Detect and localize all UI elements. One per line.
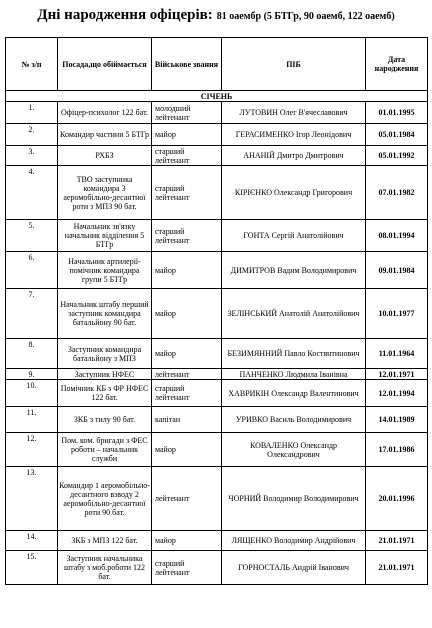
table-row xyxy=(6,531,428,551)
row-number: 4. xyxy=(6,166,58,220)
row-name: ГОНТА Сергій Анатолійович xyxy=(222,220,366,252)
row-date: 11.01.1964 xyxy=(366,339,428,369)
row-rank: майор xyxy=(152,339,222,369)
title-sub: 81 оаембр (5 БТГр, 90 оаемб, 122 оаемб) xyxy=(216,11,395,22)
row-number: 11. xyxy=(6,407,58,433)
row-position: Пом. ком. бригади з ФЕС роботи – начальник служби xyxy=(58,433,152,467)
table-row xyxy=(6,551,428,585)
row-date: 14.01.1989 xyxy=(366,407,428,433)
month-label: СІЧЕНЬ xyxy=(6,91,428,102)
table-row xyxy=(6,369,428,380)
row-position: Офіцер-психолог 122 бат. xyxy=(58,102,152,124)
row-name: ХАВРИКІН Олександр Валентинович xyxy=(222,380,366,407)
row-date: 05.01.1992 xyxy=(366,146,428,166)
row-number: 13. xyxy=(6,467,58,531)
table-row xyxy=(6,407,428,433)
row-number: 1. xyxy=(6,102,58,124)
row-position: Помічник КБ з ФР НФЕС 122 бат. xyxy=(58,380,152,407)
row-name: ПАНЧЕНКО Людмила Іванівна xyxy=(222,369,366,380)
header-rank: Військове звання xyxy=(152,38,222,91)
row-number: 14. xyxy=(6,531,58,551)
table-row xyxy=(6,146,428,166)
row-name: БЕЗИМЯННИЙ Павло Костянтинович xyxy=(222,339,366,369)
row-rank: майор xyxy=(152,124,222,146)
row-position: Заступник начальника штабу з моб.роботи 122 бат. xyxy=(58,551,152,585)
row-rank: лейтенант xyxy=(152,467,222,531)
row-name: ЛЯЩЕНКО Володимир Андрійович xyxy=(222,531,366,551)
row-rank: майор xyxy=(152,433,222,467)
row-position: Начальник зв'язку начальник відділення 5 БТГр xyxy=(58,220,152,252)
row-rank: старший лейтенант xyxy=(152,380,222,407)
row-position: Командир 1 аеромобільно-десантного взводу 2 аеромобільно-десантної роти 90 бат. xyxy=(58,467,152,531)
table-row xyxy=(6,433,428,467)
row-name: АНАНІЙ Дмитро Дмитрович xyxy=(222,146,366,166)
row-position: Заступник командира батальйону з МПЗ xyxy=(58,339,152,369)
row-date: 10.01.1977 xyxy=(366,289,428,339)
row-date: 20.01.1996 xyxy=(366,467,428,531)
table-row xyxy=(6,220,428,252)
row-number: 10. xyxy=(6,380,58,407)
row-name: ЧОРНИЙ Володимир Володимирович xyxy=(222,467,366,531)
row-position: РХБЗ xyxy=(58,146,152,166)
table-row xyxy=(6,252,428,289)
row-position: Заступник НФЕС xyxy=(58,369,152,380)
row-name: ДИМИТРОВ Вадим Володимирович xyxy=(222,252,366,289)
birthdays-table xyxy=(5,37,428,585)
row-number: 3. xyxy=(6,146,58,166)
row-number: 12. xyxy=(6,433,58,467)
row-date: 08.01.1994 xyxy=(366,220,428,252)
row-rank: старший лейтенант xyxy=(152,146,222,166)
row-name: УРИВКО Василь Володимирович xyxy=(222,407,366,433)
row-position: ТВО заступника командира 3 аеромобільно-десантної роти з МПЗ 90 бат. xyxy=(58,166,152,220)
row-name: ГЕРАСИМЕНКО Ігор Леонідович xyxy=(222,124,366,146)
table-row xyxy=(6,102,428,124)
row-position: ЗКБ з МПЗ 122 бат. xyxy=(58,531,152,551)
row-name: ГОРНОСТАЛЬ Андрій Іванович xyxy=(222,551,366,585)
row-date: 05.01.1984 xyxy=(366,124,428,146)
table-row xyxy=(6,166,428,220)
row-rank: майор xyxy=(152,531,222,551)
table-row xyxy=(6,124,428,146)
row-rank: старший лейтенант xyxy=(152,551,222,585)
row-date: 01.01.1995 xyxy=(366,102,428,124)
row-position: Начальник штабу перший заступник командира батальйону 90 бат. xyxy=(58,289,152,339)
row-date: 17.01.1986 xyxy=(366,433,428,467)
row-number: 6. xyxy=(6,252,58,289)
row-name: КОВАЛЕНКО Олександр Олександрович xyxy=(222,433,366,467)
row-number: 8. xyxy=(6,339,58,369)
table-row xyxy=(6,289,428,339)
row-position: ЗКБ з тилу 90 бат. xyxy=(58,407,152,433)
row-rank: лейтенант xyxy=(152,369,222,380)
row-position: Командир частини 5 БТГр xyxy=(58,124,152,146)
row-position: Начальник артилерії-помічник командира групи 5 БТГр xyxy=(58,252,152,289)
row-number: 7. xyxy=(6,289,58,339)
row-rank: старший лейтенант xyxy=(152,220,222,252)
row-name: ЗЕЛІНСЬКИЙ Анатолій Анатолійович xyxy=(222,289,366,339)
month-row xyxy=(6,91,428,102)
row-number: 15. xyxy=(6,551,58,585)
row-rank: молодший лейтенант xyxy=(152,102,222,124)
row-date: 07.01.1982 xyxy=(366,166,428,220)
row-date: 21.01.1971 xyxy=(366,531,428,551)
row-rank: майор xyxy=(152,289,222,339)
table-header-row xyxy=(6,38,428,91)
row-rank: майор xyxy=(152,252,222,289)
title-main: Дні народження офіцерів: xyxy=(37,7,213,23)
table-row xyxy=(6,467,428,531)
header-position: Посада,що обіймається xyxy=(58,38,152,91)
row-rank: старший лейтенант xyxy=(152,166,222,220)
row-name: КІРІЄНКО Олександр Григорович xyxy=(222,166,366,220)
document-title xyxy=(0,6,432,24)
row-date: 09.01.1984 xyxy=(366,252,428,289)
table-row xyxy=(6,339,428,369)
row-name: ЛУТОВИН Олег В'ячеславович xyxy=(222,102,366,124)
table-row xyxy=(6,380,428,407)
row-date: 12.01.1994 xyxy=(366,380,428,407)
row-date: 12.01.1971 xyxy=(366,369,428,380)
row-number: 2. xyxy=(6,124,58,146)
header-date: Дата народження xyxy=(366,38,428,91)
row-date: 21.01.1971 xyxy=(366,551,428,585)
row-rank: капітан xyxy=(152,407,222,433)
row-number: 5. xyxy=(6,220,58,252)
row-number: 9. xyxy=(6,369,58,380)
header-name: ПІБ xyxy=(222,38,366,91)
header-num: № з/п xyxy=(6,38,58,91)
